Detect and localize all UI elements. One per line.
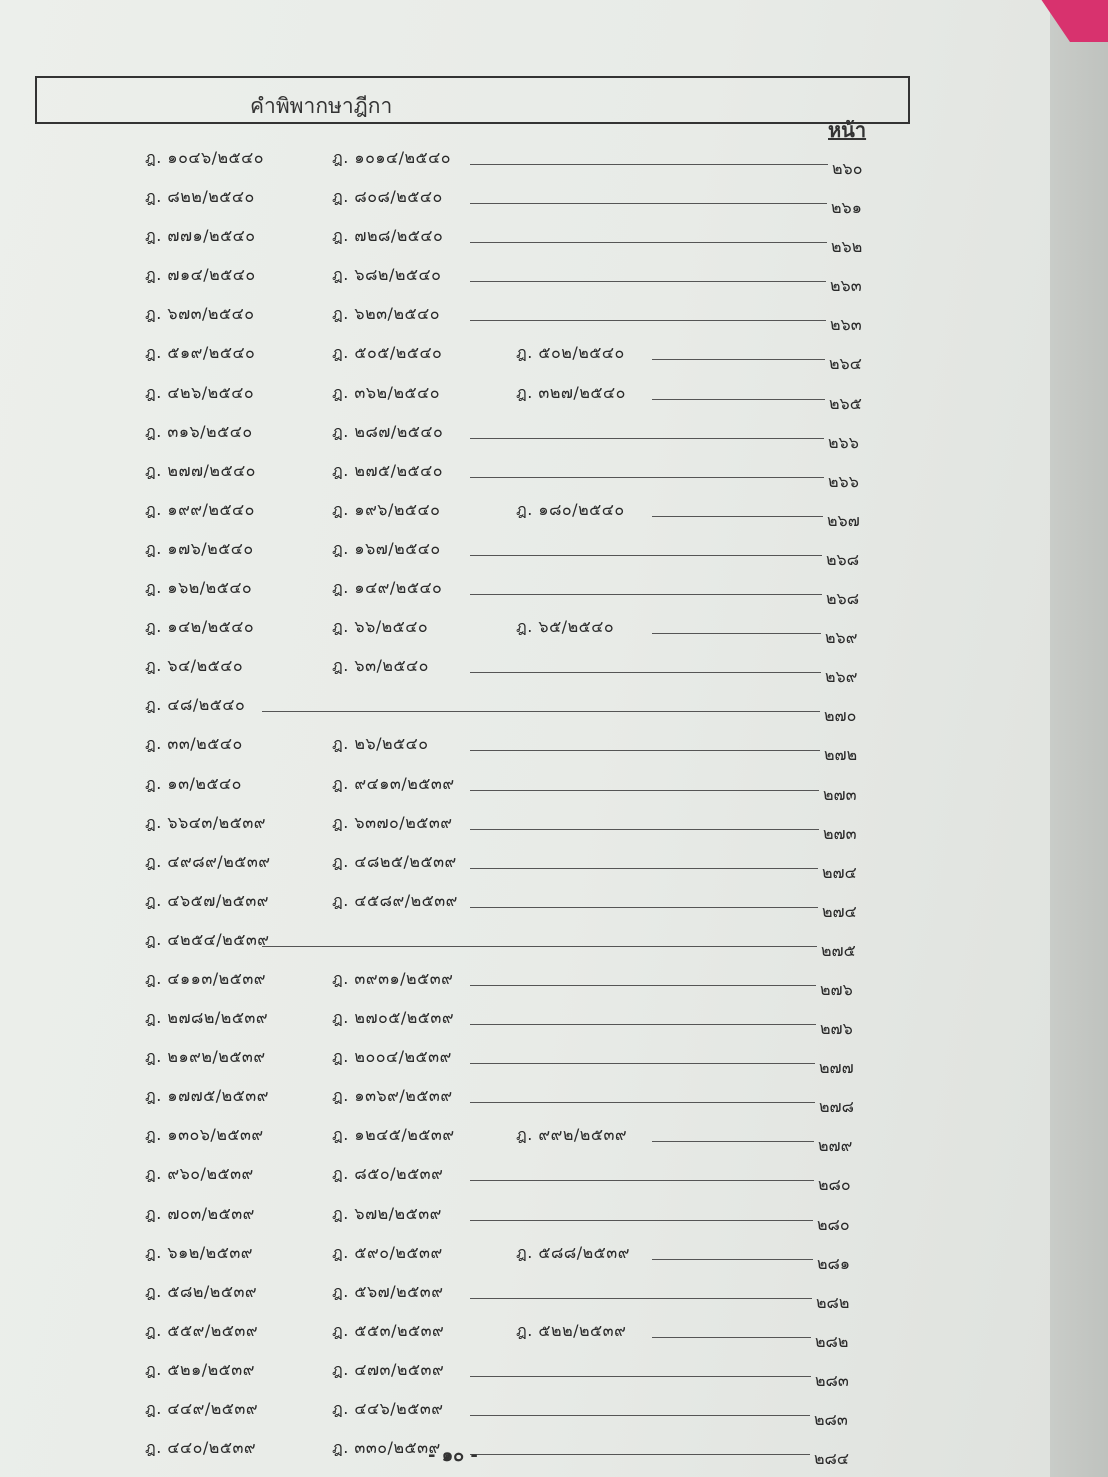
case-reference: ฎ. ๔๔๐/๒๕๓๙ xyxy=(145,1438,257,1458)
leader-line xyxy=(470,164,828,165)
case-reference: ฎ. ๔๔๙/๒๕๓๙ xyxy=(145,1399,259,1418)
leader-line xyxy=(652,633,821,634)
case-reference: ฎ. ๗๒๘/๒๕๔๐ xyxy=(332,226,444,246)
case-reference: ฎ. ๒๗๐๕/๒๕๓๙ xyxy=(332,1008,455,1028)
leader-line xyxy=(470,320,826,321)
index-row xyxy=(0,335,1050,374)
page-ref: ๒๘๐ xyxy=(817,1214,850,1234)
case-reference: ฎ. ๖๓๗๐/๒๕๓๙ xyxy=(332,812,453,832)
page-ref: ๒๗๙ xyxy=(818,1136,853,1156)
case-reference: ฎ. ๓๙๓๑/๒๕๓๙ xyxy=(332,968,454,988)
case-reference: ฎ. ๑๙๖/๒๕๔๐ xyxy=(332,499,441,519)
case-reference: ฎ. ๕๘๒/๒๕๓๙ xyxy=(145,1281,258,1301)
case-reference: ฎ. ๙๔๑๓/๒๕๓๙ xyxy=(332,773,455,793)
case-reference: ฎ. ๑๐๑๔/๒๕๔๐ xyxy=(332,148,452,167)
index-list xyxy=(0,140,1050,1469)
page-ref: ๒๖๕ xyxy=(829,393,862,413)
leader-line xyxy=(470,829,819,830)
case-reference: ฎ. ๒๐๐๔/๒๕๓๙ xyxy=(332,1047,452,1067)
case-reference: ฎ. ๕๐๒/๒๕๔๐ xyxy=(516,343,625,363)
index-row xyxy=(0,257,1050,296)
page-number: - ๑๐ - xyxy=(428,1445,478,1466)
index-row xyxy=(0,1313,1050,1352)
page-ref: ๒๗๘ xyxy=(819,1097,854,1117)
page-ref: ๒๗๔ xyxy=(822,862,857,882)
case-reference: ฎ. ๔๙๘๙/๒๕๓๙ xyxy=(145,851,271,871)
page-ref: ๒๖๓ xyxy=(830,276,862,296)
leader-line xyxy=(652,1141,814,1142)
case-reference: ฎ. ๔๑๑๓/๒๕๓๙ xyxy=(145,968,266,988)
page-ref: ๒๖๔ xyxy=(829,354,862,374)
leader-line xyxy=(470,1180,814,1181)
case-reference: ฎ. ๑๒๔๕/๒๕๓๙ xyxy=(332,1125,455,1145)
case-reference: ฎ. ๕๙๐/๒๕๓๙ xyxy=(332,1242,443,1262)
index-row xyxy=(0,648,1050,687)
index-row xyxy=(0,922,1050,961)
case-reference: ฎ. ๑๖๒/๒๕๔๐ xyxy=(145,578,253,598)
page-ref: ๒๖๖ xyxy=(828,432,859,452)
case-reference: ฎ. ๑๗๖/๒๕๔๐ xyxy=(145,538,254,558)
case-reference: ฎ. ๓๖๒/๒๕๔๐ xyxy=(332,382,440,402)
case-reference: ฎ. ๕๑๙/๒๕๔๐ xyxy=(145,343,256,363)
index-row xyxy=(0,1000,1050,1039)
case-reference: ฎ. ๑๓๐๖/๒๕๓๙ xyxy=(145,1125,264,1145)
leader-line xyxy=(470,985,816,986)
leader-line xyxy=(470,1298,812,1299)
case-reference: ฎ. ๔๘๒๕/๒๕๓๙ xyxy=(332,851,457,871)
index-row xyxy=(0,883,1050,922)
index-row xyxy=(0,1391,1050,1430)
case-reference: ฎ. ๕๒๒/๒๕๓๙ xyxy=(516,1320,627,1340)
leader-line xyxy=(470,555,822,556)
index-row xyxy=(0,1039,1050,1078)
index-row xyxy=(0,1196,1050,1235)
index-row xyxy=(0,570,1050,609)
leader-line xyxy=(470,594,822,595)
page-ref: ๒๖๘ xyxy=(826,589,860,609)
index-row xyxy=(0,1156,1050,1195)
index-row xyxy=(0,1117,1050,1156)
index-row xyxy=(0,805,1050,844)
index-row xyxy=(0,1235,1050,1274)
index-row xyxy=(0,453,1050,492)
page-ref: ๒๘๔ xyxy=(814,1449,849,1469)
leader-line xyxy=(470,1220,813,1221)
case-reference: ฎ. ๔๒๖/๒๕๔๐ xyxy=(145,382,255,402)
case-reference: ฎ. ๒๗๕/๒๕๔๐ xyxy=(332,460,444,480)
leader-line xyxy=(470,1376,811,1377)
index-row xyxy=(0,375,1050,414)
page-edge xyxy=(1050,0,1108,1477)
index-row xyxy=(0,1274,1050,1313)
case-reference: ฎ. ๗๗๑/๒๕๔๐ xyxy=(145,226,256,246)
index-row xyxy=(0,609,1050,648)
case-reference: ฎ. ๔๕๘๙/๒๕๓๙ xyxy=(332,890,458,910)
case-reference: ฎ. ๑๐๔๖/๒๕๔๐ xyxy=(145,148,265,167)
case-reference: ฎ. ๔๒๕๔/๒๕๓๙ xyxy=(145,929,270,949)
page-ref: ๒๗๗ xyxy=(819,1058,854,1078)
case-reference: ฎ. ๖๖/๒๕๔๐ xyxy=(332,617,429,637)
case-reference: ฎ. ๒๗๗/๒๕๔๐ xyxy=(145,460,256,480)
leader-line xyxy=(262,711,820,712)
leader-line xyxy=(470,1024,816,1025)
case-reference: ฎ. ๓๓๐/๒๕๓๙ xyxy=(332,1438,441,1458)
index-row xyxy=(0,296,1050,335)
index-row xyxy=(0,726,1050,765)
page-ref: ๒๖๗ xyxy=(827,510,860,530)
section-title: คำพิพากษาฎีกา xyxy=(250,94,393,118)
case-reference: ฎ. ๕๕๙/๒๕๓๙ xyxy=(145,1320,259,1340)
index-row xyxy=(0,961,1050,1000)
leader-line xyxy=(652,1259,813,1260)
case-reference: ฎ. ๑๓๖๙/๒๕๓๙ xyxy=(332,1086,453,1106)
leader-line xyxy=(470,438,824,439)
case-reference: ฎ. ๘๒๒/๒๕๔๐ xyxy=(145,187,255,207)
page-ref: ๒๖๙ xyxy=(825,667,858,687)
page-ref: ๒๗๓ xyxy=(823,784,857,804)
case-reference: ฎ. ๒๗๘๒/๒๕๓๙ xyxy=(145,1008,269,1028)
leader-line xyxy=(470,1454,810,1455)
page-ref: ๒๘๓ xyxy=(814,1410,848,1429)
case-reference: ฎ. ๑๗๗๕/๒๕๓๙ xyxy=(145,1086,269,1106)
leader-line xyxy=(652,359,825,360)
case-reference: ฎ. ๘๕๐/๒๕๓๙ xyxy=(332,1164,444,1184)
case-reference: ฎ. ๖๗๒/๒๕๓๙ xyxy=(332,1203,442,1223)
index-row xyxy=(0,687,1050,726)
leader-line xyxy=(470,203,827,204)
case-reference: ฎ. ๑๓/๒๕๔๐ xyxy=(145,773,242,793)
case-reference: ฎ. ๖๗๓/๒๕๔๐ xyxy=(145,304,255,324)
case-reference: ฎ. ๖๑๒/๒๕๓๙ xyxy=(145,1242,253,1262)
leader-line xyxy=(652,516,823,517)
page-ref: ๒๘๑ xyxy=(817,1253,851,1273)
index-row xyxy=(0,218,1050,257)
page-ref: ๒๗๕ xyxy=(821,940,856,960)
index-row xyxy=(0,179,1050,218)
index-row xyxy=(0,140,1050,179)
page-ref: ๒๗๓ xyxy=(823,823,857,843)
case-reference: ฎ. ๕๖๗/๒๕๓๙ xyxy=(332,1281,444,1301)
leader-line xyxy=(470,477,824,478)
index-row xyxy=(0,844,1050,883)
leader-line xyxy=(652,1337,811,1338)
page-ref: ๒๖๖ xyxy=(828,471,859,491)
case-reference: ฎ. ๔๖๕๗/๒๕๓๙ xyxy=(145,890,270,910)
page-ref: ๒๖๙ xyxy=(825,628,858,648)
case-reference: ฎ. ๒๘๗/๒๕๔๐ xyxy=(332,421,444,441)
case-reference: ฎ. ๖๘๒/๒๕๔๐ xyxy=(332,265,442,285)
case-reference: ฎ. ๒๑๙๒/๒๕๓๙ xyxy=(145,1047,266,1067)
case-reference: ฎ. ๗๐๓/๒๕๓๙ xyxy=(145,1203,255,1223)
page-ref: ๒๗๐ xyxy=(824,706,857,726)
leader-line xyxy=(470,242,827,243)
page-ref: ๒๘๐ xyxy=(818,1175,851,1195)
leader-line xyxy=(470,1063,815,1064)
index-row xyxy=(0,1078,1050,1117)
case-reference: ฎ. ๓๓/๒๕๔๐ xyxy=(145,734,243,754)
header-box xyxy=(35,76,910,124)
case-reference: ฎ. ๑๖๗/๒๕๔๐ xyxy=(332,538,441,558)
leader-line xyxy=(470,1415,810,1416)
page-ref: ๒๖๘ xyxy=(826,549,860,569)
index-row xyxy=(0,766,1050,805)
page-ref: ๒๖๑ xyxy=(831,198,862,218)
case-reference: ฎ. ๕๘๘/๒๕๓๙ xyxy=(516,1242,630,1262)
page-column-heading: หน้า xyxy=(828,118,867,142)
case-reference: ฎ. ๖๔/๒๕๔๐ xyxy=(145,656,244,676)
leader-line xyxy=(470,750,820,751)
leader-line xyxy=(470,907,818,908)
case-reference: ฎ. ๓๒๗/๒๕๔๐ xyxy=(516,382,626,402)
case-reference: ฎ. ๗๑๔/๒๕๔๐ xyxy=(145,265,256,285)
leader-line xyxy=(470,1102,815,1103)
case-reference: ฎ. ๔๔๖/๒๕๓๙ xyxy=(332,1399,444,1418)
case-reference: ฎ. ๕๕๓/๒๕๓๙ xyxy=(332,1320,445,1340)
case-reference: ฎ. ๔๘/๒๕๔๐ xyxy=(145,695,246,715)
index-row xyxy=(0,492,1050,531)
page-ref: ๒๖๓ xyxy=(830,315,862,335)
leader-line xyxy=(470,868,818,869)
index-row xyxy=(0,414,1050,453)
page-ref: ๒๘๒ xyxy=(815,1331,849,1351)
page-ref: ๒๘๓ xyxy=(815,1370,849,1390)
leader-line xyxy=(652,399,825,400)
case-reference: ฎ. ๓๑๖/๒๕๔๐ xyxy=(145,421,253,441)
case-reference: ฎ. ๔๗๓/๒๕๓๙ xyxy=(332,1359,445,1379)
case-reference: ฎ. ๖๒๓/๒๕๔๐ xyxy=(332,304,440,324)
case-reference: ฎ. ๖๓/๒๕๔๐ xyxy=(332,656,429,676)
index-row xyxy=(0,531,1050,570)
page-ref: ๒๖๐ xyxy=(832,159,863,178)
case-reference: ฎ. ๕๒๑/๒๕๓๙ xyxy=(145,1359,255,1379)
page-ref: ๒๗๒ xyxy=(824,745,858,765)
leader-line xyxy=(470,281,826,282)
case-reference: ฎ. ๖๕/๒๕๔๐ xyxy=(516,617,615,637)
case-reference: ฎ. ๙๖๐/๒๕๓๙ xyxy=(145,1164,254,1184)
page-ref: ๒๗๔ xyxy=(822,901,857,921)
case-reference: ฎ. ๖๖๔๓/๒๕๓๙ xyxy=(145,812,266,832)
page-ref: ๒๗๖ xyxy=(820,1019,853,1039)
leader-line xyxy=(470,672,821,673)
case-reference: ฎ. ๑๔๙/๒๕๔๐ xyxy=(332,578,443,598)
case-reference: ฎ. ๕๐๕/๒๕๔๐ xyxy=(332,343,443,363)
index-row xyxy=(0,1430,1050,1469)
page-ref: ๒๖๒ xyxy=(831,237,863,257)
leader-line xyxy=(262,946,817,947)
leader-line xyxy=(470,790,819,791)
page-ref: ๒๗๖ xyxy=(820,979,853,999)
page-ref: ๒๘๒ xyxy=(816,1292,850,1312)
index-row xyxy=(0,1352,1050,1391)
case-reference: ฎ. ๑๙๙/๒๕๔๐ xyxy=(145,499,255,519)
case-reference: ฎ. ๑๘๐/๒๕๔๐ xyxy=(516,499,625,519)
case-reference: ฎ. ๙๙๒/๒๕๓๙ xyxy=(516,1125,628,1145)
case-reference: ฎ. ๘๐๘/๒๕๔๐ xyxy=(332,187,443,207)
case-reference: ฎ. ๒๖/๒๕๔๐ xyxy=(332,734,429,754)
case-reference: ฎ. ๑๔๒/๒๕๔๐ xyxy=(145,617,255,637)
